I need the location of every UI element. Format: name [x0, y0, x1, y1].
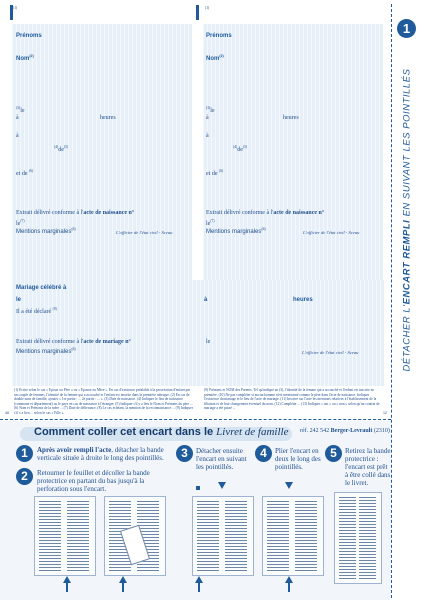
- nom-label: Nom$^{(2)}$: [16, 54, 34, 62]
- edge-marker-center: [196, 5, 199, 20]
- marriage-place-label: à: [204, 297, 208, 303]
- arrow-up-icon-2: [119, 576, 127, 583]
- edge-marker-left: [10, 5, 13, 20]
- arrow-up-shaft: [66, 583, 68, 592]
- arrow-up-icon: [63, 576, 71, 583]
- marriage-officer-signature: L'officier de l'état civil - Sceau: [302, 350, 359, 355]
- heures-label: heures: [100, 115, 116, 121]
- de-label-right: $^{(4)}de^{(5)}$: [233, 145, 248, 153]
- et-de-label-right: et de $^{(6)}$: [206, 169, 224, 177]
- birth-mentions-label-right: Mentions marginales$^{(8)}$: [206, 227, 266, 235]
- arrow-up-shaft-2: [122, 583, 124, 592]
- marriage-extract-line: Extrait délivré conforme à l'acte de mariage n°: [16, 339, 131, 345]
- birth-extract-date-right: $le^{(7)}$: [206, 219, 215, 227]
- step-3-text: Détacher ensuite l'encart en suivant les pointillés.: [196, 447, 247, 471]
- arrow-up-shaft-3: [198, 583, 200, 592]
- illustration-step-5: [334, 492, 382, 584]
- birth-extract-line: Extrait délivré conforme à l'acte de naissance n°: [16, 210, 135, 216]
- step-1-badge: 1: [16, 445, 33, 462]
- page-mark-top-left: (1): [13, 6, 18, 10]
- et-de-label: et de $^{(6)}$: [16, 169, 34, 177]
- side-step-badge: 1: [397, 19, 416, 38]
- nom-label-right: Nom$^{(2)}$: [206, 54, 224, 62]
- illustration-step-4: [262, 496, 324, 576]
- birth-place-label-right-2: à: [206, 133, 209, 139]
- birth-officer-signature: L'officier de l'état civil - Sceau: [116, 230, 173, 235]
- prenoms-label: Prénoms: [16, 33, 42, 39]
- marriage-extract-date: le: [206, 339, 211, 345]
- birth-extract-line-right: Extrait délivré conforme à l'acte de naissance n°: [206, 210, 325, 216]
- step-2-text: Retourner le feuillet et décoller la bande protectrice en partant du bas jusqu'à la perforation sous l'encart.: [37, 469, 150, 493]
- birth-mentions-label: Mentions marginales$^{(8)}$: [16, 227, 76, 235]
- arrow-up-icon-3: [195, 576, 203, 583]
- step-3-badge: 3: [176, 445, 193, 462]
- side-instruction-strip: [393, 45, 419, 395]
- arrow-up-icon-4: [285, 576, 293, 583]
- birth-place-label-right: à: [206, 115, 209, 121]
- heures-label-right: heures: [283, 115, 299, 121]
- illustration-step-2a: [34, 496, 96, 576]
- illustration-step-2b: [104, 496, 166, 576]
- arrow-up-shaft-4: [288, 583, 290, 592]
- birth-place-label: à: [16, 115, 19, 121]
- side-instruction-text: DÉTACHER L'ENCART REMPLI EN SUIVANT LES POINTILLÉS: [400, 68, 412, 372]
- birth-place-label-2: à: [16, 133, 19, 139]
- cut-line-horizontal: [0, 419, 391, 420]
- prenoms-label-right: Prénoms: [206, 33, 232, 39]
- instructions-heading: Comment coller cet encart dans le Livret de famille: [34, 426, 289, 438]
- page-number-left: 48: [5, 411, 9, 415]
- step-5-text: Retirez la bande protectrice : l'encart est prêt à être collé dans le livret.: [345, 447, 391, 487]
- birth-date-label-right: $^{(3)}$le: [206, 106, 215, 114]
- footnotes-left: (1) Écrire selon le cas « Époux ou Père » ou « Épouse ou Mère ». En cas d'existence préalable à la procréation d'enfant par un couple de femmes, l'identité de la femme qui a accouché et l'enfant est inscrite dans la première rubrique. (2) En cas de double nom de famille, ajouter « 1re partie : ... 2e partie : ... ». (3) Date de naissance. (4) Indiquer le lieu de naissance (commune et département) ou le pays en cas de naissance à l'étranger. (5) Indiquer s'il y a lieu le Nom et Prénoms du père ... (6) Nom et Prénoms de la mère ... (7) Date de délivrance. (8) Le cas échéant, la mention de la reconnaissance ... (9) Indiquer s'il y a lieu ... selon le cas « Fille ».: [14, 388, 193, 414]
- step-2-badge: 2: [16, 468, 33, 485]
- marriage-date-label: le: [16, 297, 22, 303]
- birth-panel-right: [203, 24, 383, 280]
- arrow-down-icon-2: [285, 482, 293, 489]
- step-5-badge: 5: [325, 445, 342, 462]
- birth-extract-date: $le^{(7)}$: [16, 219, 25, 227]
- birth-panel-left: [12, 24, 192, 280]
- birth-date-label: $^{(3)}$le: [16, 106, 25, 114]
- step-4-badge: 4: [255, 445, 272, 462]
- step-1-text: Après avoir rempli l'acte, détacher la bande verticale située à droite le long des pointillés.: [37, 446, 164, 462]
- marriage-mentions-label: Mentions marginales$^{(8)}$: [16, 347, 76, 355]
- marriage-panel: [12, 280, 384, 386]
- cut-line-vertical: [391, 4, 392, 598]
- product-reference: réf. 242 542 Berger-Levrault (2310): [300, 428, 390, 434]
- footnotes-right: (9) Prénoms et NOM des Parents. Tel qu'indiqué au (3), l'identité de la femme qui a accouché et l'enfant est inscrite en première. (10) Ne pas compléter si aucun homme n'est mentionné comme le père dans l'acte de naissance. Indiquer l'existence du mariage et le lieu de l'acte de mariage. (11) Inscrire sur l'acte les mentions relatives à l'établissement de la filiation et de leur changement éventuel du nom. (12) Compléter ... (13) Indiquer « oui » ou « non » selon qu'un contrat de mariage a été passé ...: [204, 388, 380, 411]
- marriage-title: Mariage célébré à: [16, 285, 67, 291]
- step-4-text: Plier l'encart en deux le long des pointillés.: [275, 447, 321, 471]
- marker-square-icon: [196, 486, 200, 490]
- illustration-step-3: [192, 496, 254, 576]
- marriage-declared-label: Il a été déclaré $^{(9)}$: [16, 307, 57, 315]
- arrow-down-icon: [218, 482, 226, 489]
- de-label: $^{(4)}de^{(5)}$: [54, 145, 69, 153]
- page-number-right: 12: [383, 411, 387, 415]
- birth-officer-signature-right: L'officier de l'état civil - Sceau: [303, 230, 360, 235]
- page-mark-top-right: (1): [205, 6, 210, 10]
- marriage-hour-label: heures: [293, 297, 313, 303]
